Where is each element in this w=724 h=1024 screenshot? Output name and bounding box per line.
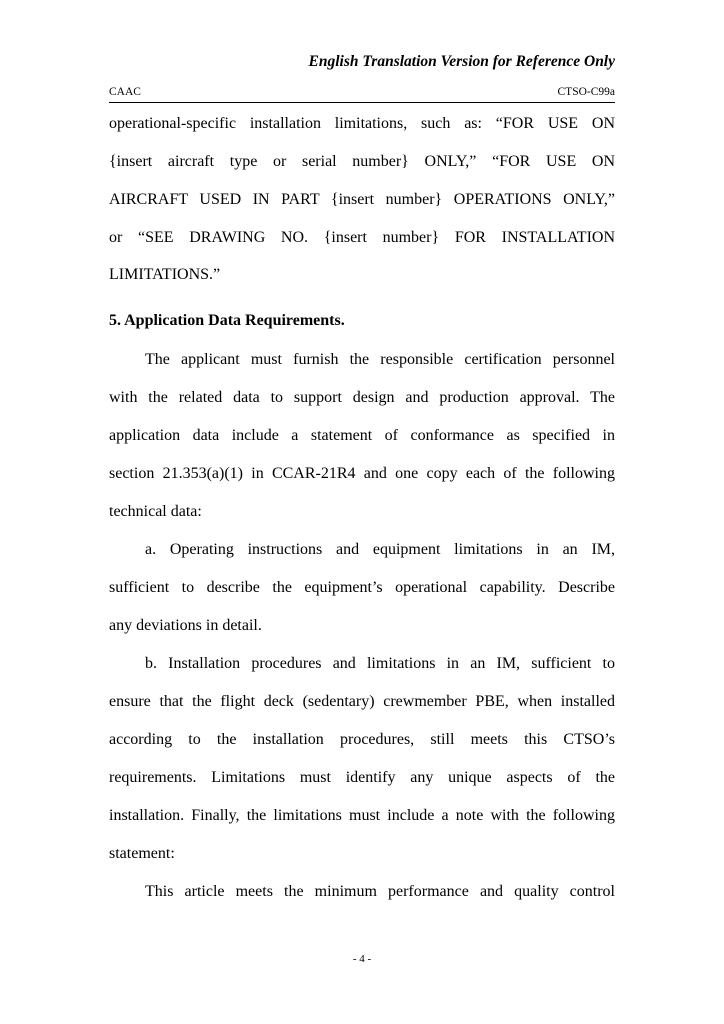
section-heading: 5. Application Data Requirements. (109, 312, 345, 329)
text-line: application data include a statement of conformance as specified in (109, 427, 615, 444)
text-line: ensure that the flight deck (sedentary) crewmember PBE, when installed (109, 693, 615, 710)
text-line: {insert aircraft type or serial number} ONLY,” “FOR USE ON (109, 153, 615, 170)
list-item-b: b. Installation procedures and limitations in an IM, sufficient to (145, 655, 615, 672)
text-line: technical data: (109, 503, 202, 520)
page-number: - 4 - (352, 953, 372, 965)
text-line: with the related data to support design and production approval. The (109, 389, 615, 406)
text-line: according to the installation procedures, still meets this CTSO’s (109, 731, 615, 748)
running-header (109, 86, 615, 103)
text-line: statement: (109, 845, 175, 862)
list-item-a: a. Operating instructions and equipment limitations in an IM, (145, 541, 615, 558)
text-line: requirements. Limitations must identify any unique aspects of the (109, 769, 615, 786)
text-line: section 21.353(a)(1) in CCAR-21R4 and one copy each of the following (109, 465, 615, 482)
translation-banner: English Translation Version for Reference Only (308, 53, 615, 70)
text-line: This article meets the minimum performance and quality control (145, 883, 615, 900)
header-agency: CAAC (109, 86, 141, 98)
text-line: or “SEE DRAWING NO. {insert number} FOR INSTALLATION (109, 229, 615, 246)
text-line: installation. Finally, the limitations must include a note with the following (109, 807, 615, 824)
text-line: any deviations in detail. (109, 617, 262, 634)
text-line: sufficient to describe the equipment’s operational capability. Describe (109, 579, 615, 596)
text-line: The applicant must furnish the responsible certification personnel (145, 351, 615, 368)
header-document-id: CTSO-C99a (557, 86, 615, 98)
text-line: AIRCRAFT USED IN PART {insert number} OPERATIONS ONLY,” (109, 191, 615, 208)
text-line: LIMITATIONS.” (109, 266, 221, 283)
text-line: operational-specific installation limitations, such as: “FOR USE ON (109, 115, 615, 132)
